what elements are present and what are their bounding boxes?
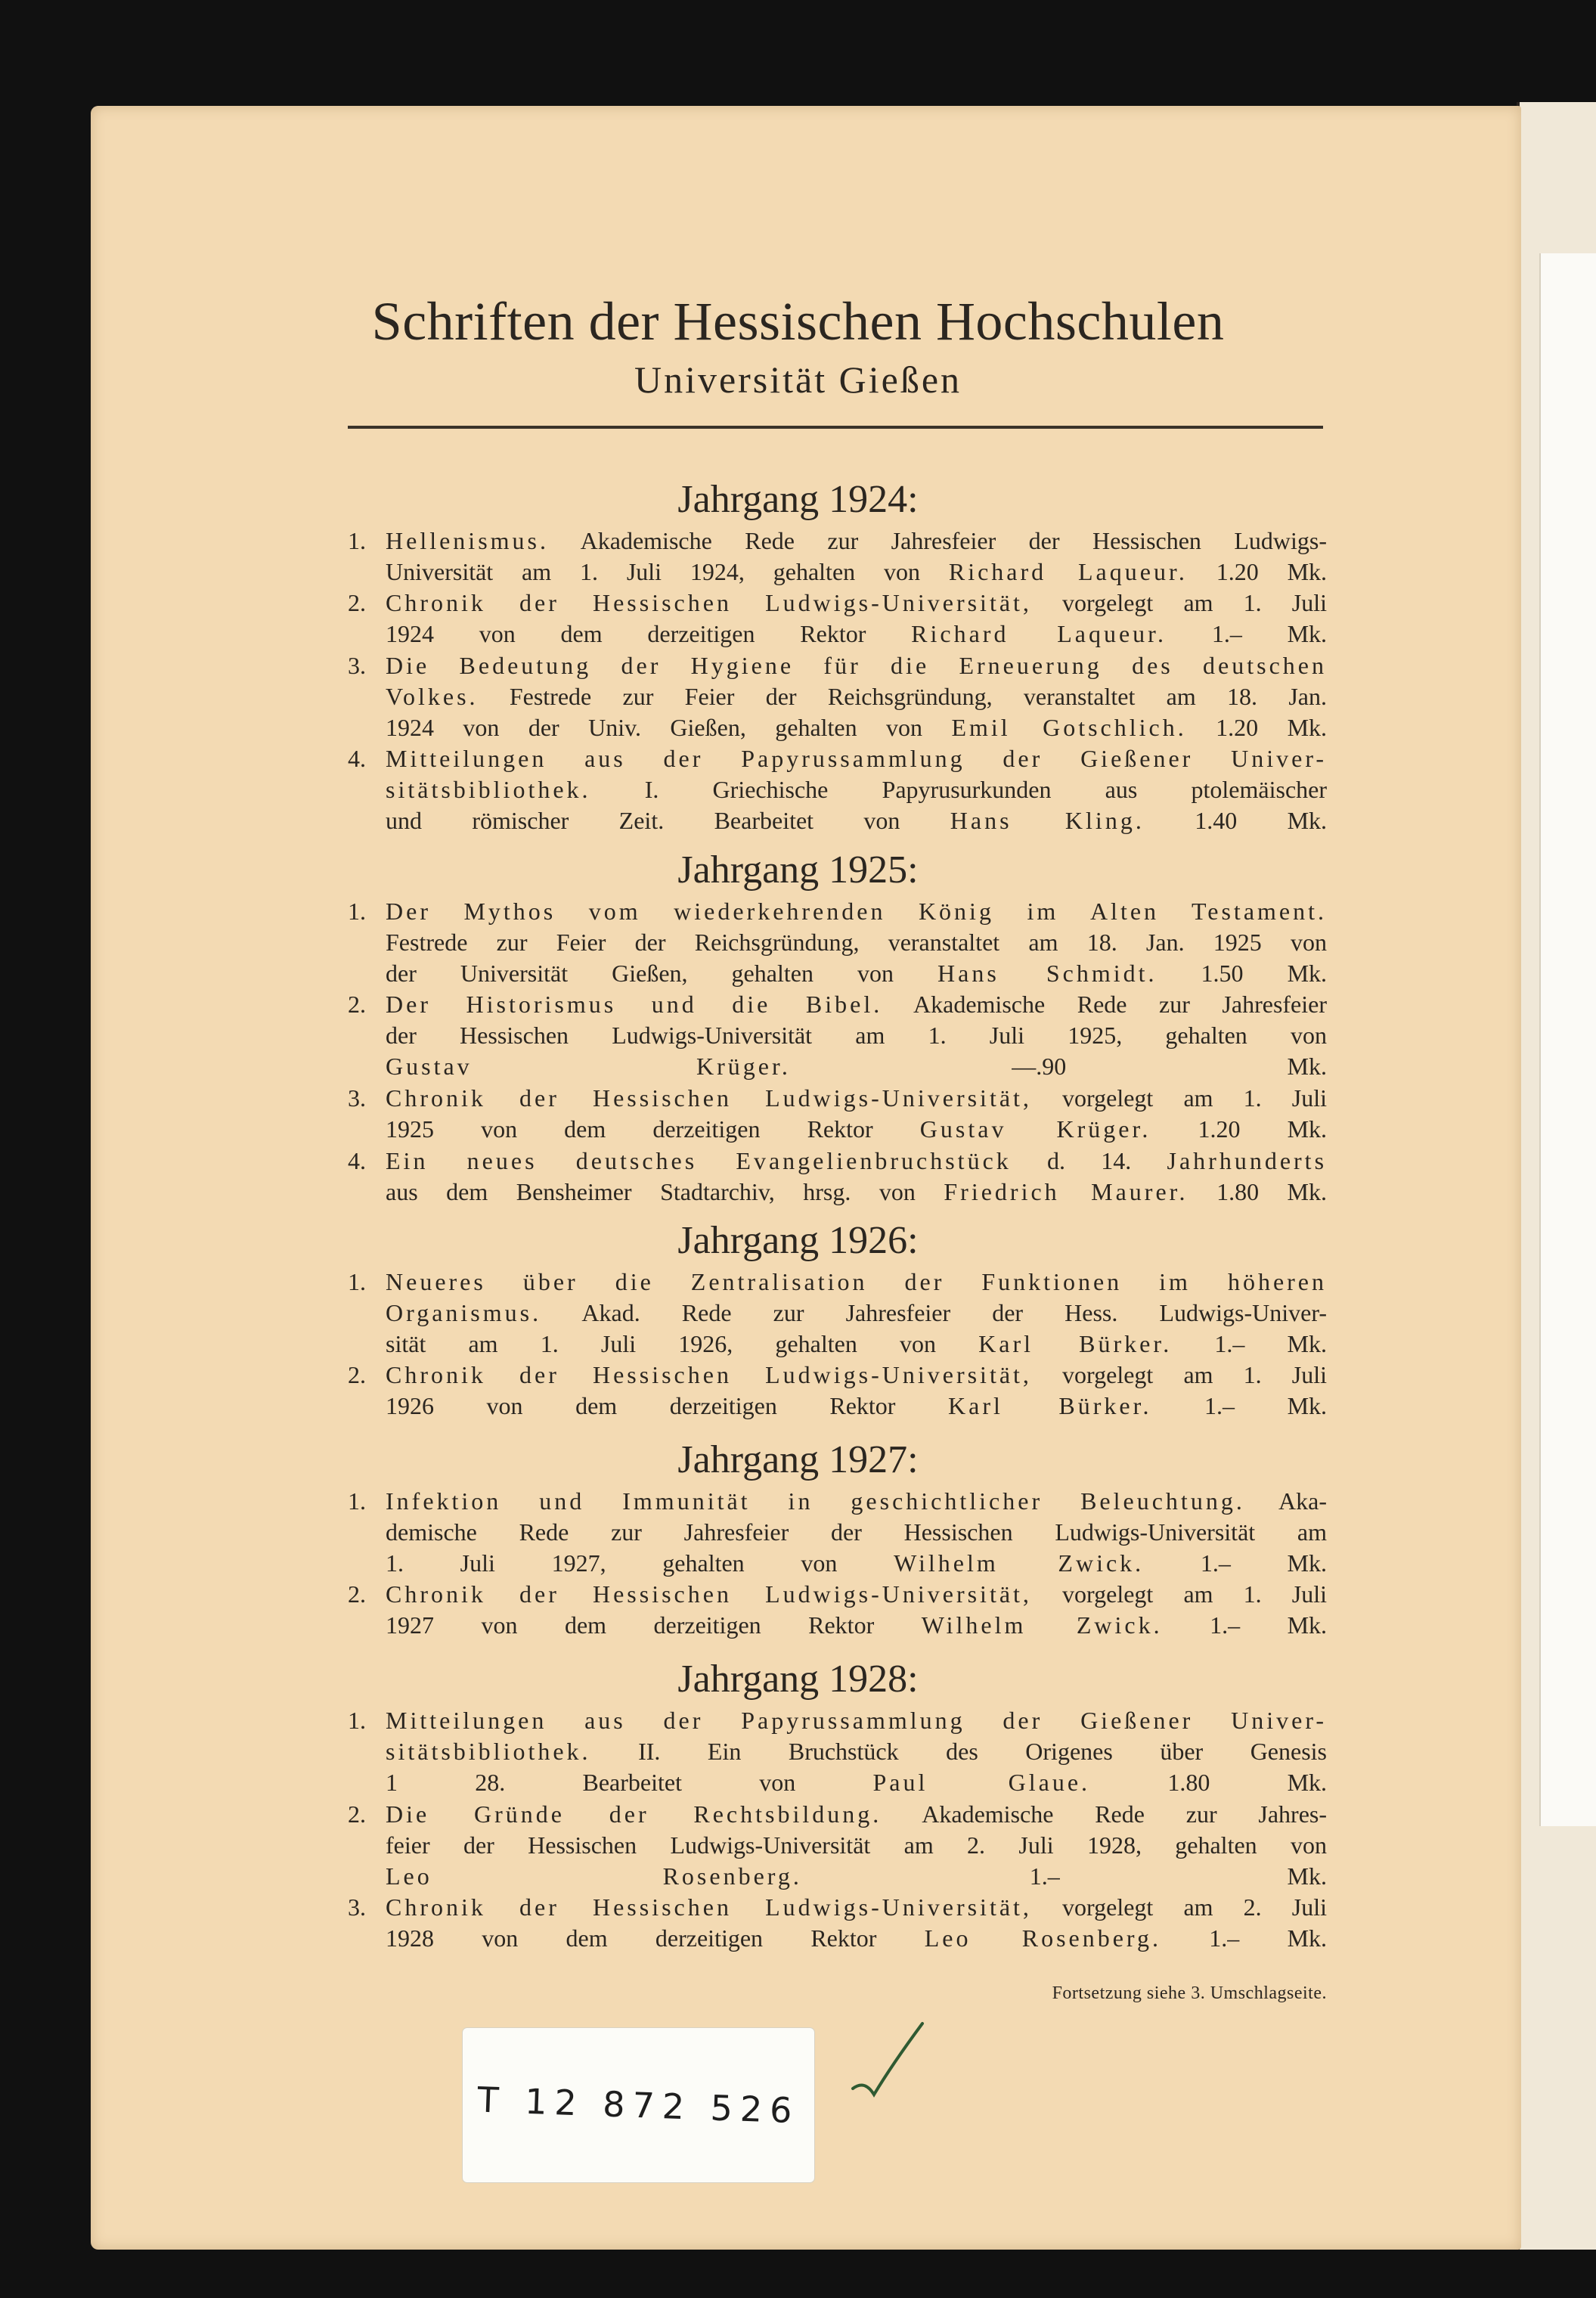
publication-entry (348, 1486, 1327, 1579)
entry-line: Neueres über die Zentralisation der Funktionen im höheren (386, 1268, 1327, 1295)
entry-line: Leo Rosenberg. 1.– Mk. (386, 1862, 1328, 1890)
sticker-code: T 12 872 526 (476, 2079, 801, 2132)
entry-number: 3. (348, 1893, 366, 1921)
entry-number: 1. (348, 1707, 366, 1734)
entry-line: und römischer Zeit. Bearbeitet von Hans Kling. 1.40 Mk. (386, 807, 1328, 834)
entry-line: 1 28. Bearbeitet von Paul Glaue. 1.80 Mk. (386, 1769, 1328, 1796)
entry-number: 4. (348, 1147, 366, 1174)
entry-number: 2. (348, 1580, 366, 1608)
entry-line: Volkes. Festrede zur Feier der Reichsgründung, veranstaltet am 18. Jan. (386, 683, 1327, 710)
entry-number: 1. (348, 1268, 366, 1295)
entry-number: 2. (348, 1800, 366, 1828)
entry-line: Mitteilungen aus der Papyrussammlung der Gießener Univer- (386, 745, 1327, 772)
entry-number: 1. (348, 527, 366, 554)
publication-entry (348, 650, 1327, 743)
adjacent-page (1520, 102, 1596, 2250)
publication-entry (348, 743, 1327, 836)
entry-line: 1928 von dem derzeitigen Rektor Leo Rosenberg. 1.– Mk. (386, 1924, 1328, 1952)
entry-line: Der Mythos vom wiederkehrenden König im Alten Testament. (386, 898, 1327, 925)
entry-line: Chronik der Hessischen Ludwigs-Universität, vorgelegt am 1. Juli (386, 1580, 1328, 1608)
entry-line: sitätsbibliothek. I. Griechische Papyrusurkunden aus ptolemäischer (386, 776, 1327, 803)
entry-line: sität am 1. Juli 1926, gehalten von Karl Bürker. 1.– Mk. (386, 1330, 1328, 1357)
entry-line: Infektion und Immunität in geschichtlicher Beleuchtung. Aka- (386, 1487, 1328, 1515)
page-subtitle: Universität Gießen (634, 358, 962, 401)
entry-line: 1. Juli 1927, gehalten von Wilhelm Zwick. 1.– Mk. (386, 1549, 1328, 1577)
entry-line: Mitteilungen aus der Papyrussammlung der Gießener Univer- (386, 1707, 1327, 1734)
entry-line: Chronik der Hessischen Ludwigs-Universität, vorgelegt am 1. Juli (386, 1084, 1328, 1112)
page-title: Schriften der Hessischen Hochschulen (371, 291, 1225, 352)
publication-entry (348, 1360, 1327, 1422)
entry-line: 1925 von dem derzeitigen Rektor Gustav Krüger. 1.20 Mk. (386, 1115, 1328, 1143)
entry-line: sitätsbibliothek. II. Ein Bruchstück des Origenes über Genesis (386, 1738, 1327, 1765)
publication-entry (348, 526, 1327, 588)
entry-line: Die Gründe der Rechtsbildung. Akademische Rede zur Jahres- (386, 1800, 1327, 1828)
entry-line: Chronik der Hessischen Ludwigs-Universität, vorgelegt am 1. Juli (386, 589, 1328, 616)
entry-line: Ein neues deutsches Evangelienbruchstück d. 14. Jahrhunderts (386, 1147, 1328, 1174)
entry-number: 3. (348, 652, 366, 679)
year-heading: Jahrgang 1926: (677, 1219, 919, 1262)
entry-number: 1. (348, 1487, 366, 1515)
publication-entry (348, 1146, 1327, 1208)
entry-line: Chronik der Hessischen Ludwigs-Universität, vorgelegt am 1. Juli (386, 1361, 1328, 1388)
year-heading: Jahrgang 1924: (677, 478, 919, 521)
publication-entry (348, 896, 1327, 989)
year-heading: Jahrgang 1925: (677, 848, 919, 892)
publication-entry (348, 1083, 1327, 1145)
entry-line: Gustav Krüger. —.90 Mk. (386, 1053, 1327, 1080)
entry-line: Die Bedeutung der Hygiene für die Erneuerung des deutschen (386, 652, 1327, 679)
publication-entry (348, 1892, 1327, 1954)
entry-line: Universität am 1. Juli 1924, gehalten von Richard Laqueur. 1.20 Mk. (386, 558, 1328, 585)
year-heading: Jahrgang 1928: (677, 1658, 919, 1701)
check-mark-icon (847, 2019, 930, 2102)
entry-number: 3. (348, 1084, 366, 1112)
entry-line: 1924 von der Univ. Gießen, gehalten von Emil Gotschlich. 1.20 Mk. (386, 714, 1328, 741)
title-rule (348, 426, 1323, 429)
entry-line: 1926 von dem derzeitigen Rektor Karl Bürker. 1.– Mk. (386, 1392, 1328, 1419)
entry-line: 1924 von dem derzeitigen Rektor Richard Laqueur. 1.– Mk. (386, 620, 1328, 647)
entry-line: der Hessischen Ludwigs-Universität am 1. Juli 1925, gehalten von (386, 1022, 1327, 1049)
entry-number: 2. (348, 589, 366, 616)
entry-line: feier der Hessischen Ludwigs-Universität am 2. Juli 1928, gehalten von (386, 1831, 1327, 1859)
entry-line: Organismus. Akad. Rede zur Jahresfeier der Hess. Ludwigs-Univer- (386, 1299, 1327, 1326)
entry-line: Hellenismus. Akademische Rede zur Jahresfeier der Hessischen Ludwigs- (386, 527, 1327, 554)
entry-number: 1. (348, 898, 366, 925)
entry-number: 2. (348, 1361, 366, 1388)
year-heading: Jahrgang 1927: (677, 1438, 919, 1481)
entry-number: 2. (348, 991, 366, 1018)
check-mark-stroke (853, 2024, 922, 2095)
publication-entry (348, 1799, 1327, 1892)
entry-line: 1927 von dem derzeitigen Rektor Wilhelm Zwick. 1.– Mk. (386, 1611, 1328, 1639)
entry-number: 4. (348, 745, 366, 772)
entry-line: Chronik der Hessischen Ludwigs-Universität, vorgelegt am 2. Juli (386, 1893, 1328, 1921)
publication-entry (348, 588, 1327, 650)
publication-entry (348, 989, 1327, 1082)
entry-line: aus dem Bensheimer Stadtarchiv, hrsg. von Friedrich Maurer. 1.80 Mk. (386, 1178, 1328, 1205)
entry-line: der Universität Gießen, gehalten von Hans Schmidt. 1.50 Mk. (386, 960, 1328, 987)
library-sticker (463, 2028, 814, 2182)
entry-line: demische Rede zur Jahresfeier der Hessischen Ludwigs-Universität am (386, 1518, 1327, 1546)
entry-line: Der Historismus und die Bibel. Akademische Rede zur Jahresfeier (386, 991, 1327, 1018)
publication-entry (348, 1705, 1327, 1798)
publication-entry (348, 1267, 1327, 1360)
continuation-note: Fortsetzung siehe 3. Umschlagseite. (1052, 1983, 1327, 2003)
publication-entry (348, 1579, 1327, 1641)
entry-line: Festrede zur Feier der Reichsgründung, veranstaltet am 18. Jan. 1925 von (386, 929, 1327, 956)
